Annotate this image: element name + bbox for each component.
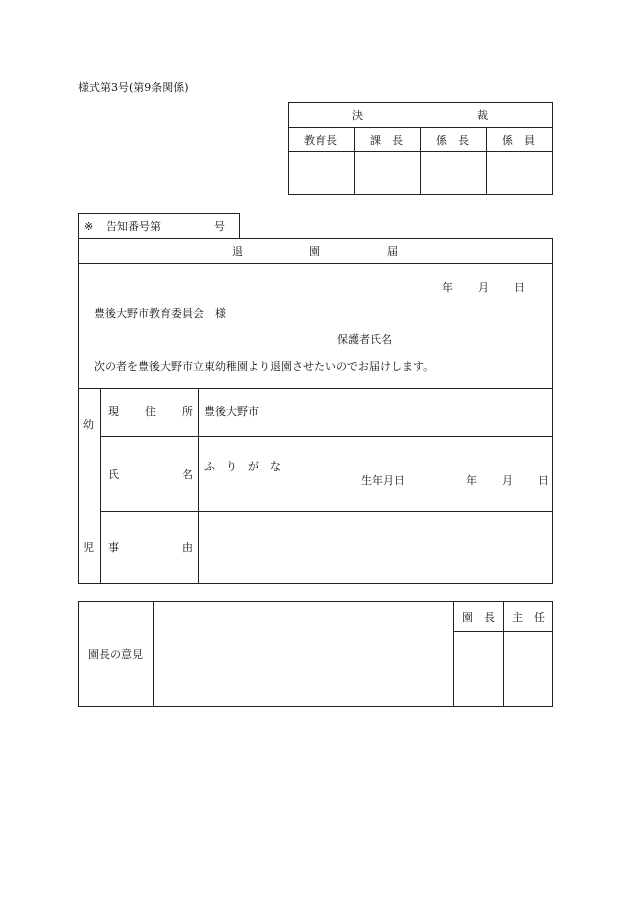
address-label-char-2: 住 [145, 405, 156, 418]
approval-stamp-superintendent[interactable] [289, 152, 354, 194]
child-row-divider [100, 511, 553, 512]
approval-title-left: 決 [352, 109, 363, 122]
child-side-label-top: 幼 [83, 418, 94, 431]
birth-year: 年 [466, 474, 477, 487]
principal-stamp[interactable] [455, 633, 502, 705]
approval-col-section-chief: 課 長 [370, 134, 403, 147]
form-divider [78, 263, 553, 264]
opinion-divider [453, 631, 553, 632]
opinion-divider [503, 601, 504, 707]
address-value[interactable]: 豊後大野市 [204, 405, 259, 418]
opinion-label: 園長の意見 [88, 648, 143, 661]
approval-stamp-subsection-chief[interactable] [421, 152, 486, 194]
guardian-name-label: 保護者氏名 [337, 333, 392, 346]
notice-label: 告知番号第 [106, 220, 161, 233]
approval-col-subsection-chief: 係 長 [436, 134, 469, 147]
approval-title-right: 裁 [477, 109, 488, 122]
opinion-divider [153, 601, 154, 707]
approval-col-superintendent: 教育長 [304, 134, 337, 147]
opinion-field[interactable] [156, 604, 450, 704]
form-title-char-1: 退 [232, 245, 243, 258]
approval-col-staff: 係 員 [502, 134, 535, 147]
opinion-col-head-teacher: 主 任 [512, 611, 545, 624]
approval-stamp-staff[interactable] [487, 152, 552, 194]
name-label-char-1: 氏 [108, 468, 119, 481]
child-name-field[interactable] [200, 475, 350, 505]
name-label-char-2: 名 [182, 468, 193, 481]
address-label-char-3: 所 [182, 405, 193, 418]
birth-date-label: 生年月日 [361, 474, 405, 487]
form-divider [78, 388, 553, 389]
reason-label-char-2: 由 [182, 541, 193, 554]
guardian-name-field[interactable] [400, 328, 545, 348]
date-year: 年 [442, 281, 453, 294]
address-label-char-1: 現 [108, 405, 119, 418]
notice-mark: ※ [84, 220, 94, 233]
reason-field[interactable] [200, 514, 550, 580]
form-title-char-3: 届 [387, 245, 398, 258]
birth-month: 月 [502, 474, 513, 487]
statement: 次の者を豊後大野市立東幼稚園より退園させたいのでお届けします。 [94, 360, 435, 373]
form-number: 様式第3号(第9条関係) [78, 81, 189, 94]
child-row-divider [100, 436, 553, 437]
reason-label-char-1: 事 [108, 541, 119, 554]
addressee: 豊後大野市教育委員会 様 [94, 307, 226, 320]
opinion-divider [453, 601, 454, 707]
notice-suffix: 号 [214, 220, 225, 233]
notice-number-field[interactable] [170, 216, 210, 236]
approval-stamp-section-chief[interactable] [355, 152, 420, 194]
head-teacher-stamp[interactable] [505, 633, 552, 705]
birth-day: 日 [538, 474, 549, 487]
child-side-divider [100, 388, 101, 584]
date-day: 日 [514, 281, 525, 294]
opinion-col-principal: 園 長 [462, 611, 495, 624]
form-title-char-2: 園 [309, 245, 320, 258]
child-label-divider [198, 388, 199, 584]
furigana-label: ふ り が な [204, 460, 281, 473]
child-side-label-bottom: 児 [83, 541, 94, 554]
date-month: 月 [478, 281, 489, 294]
